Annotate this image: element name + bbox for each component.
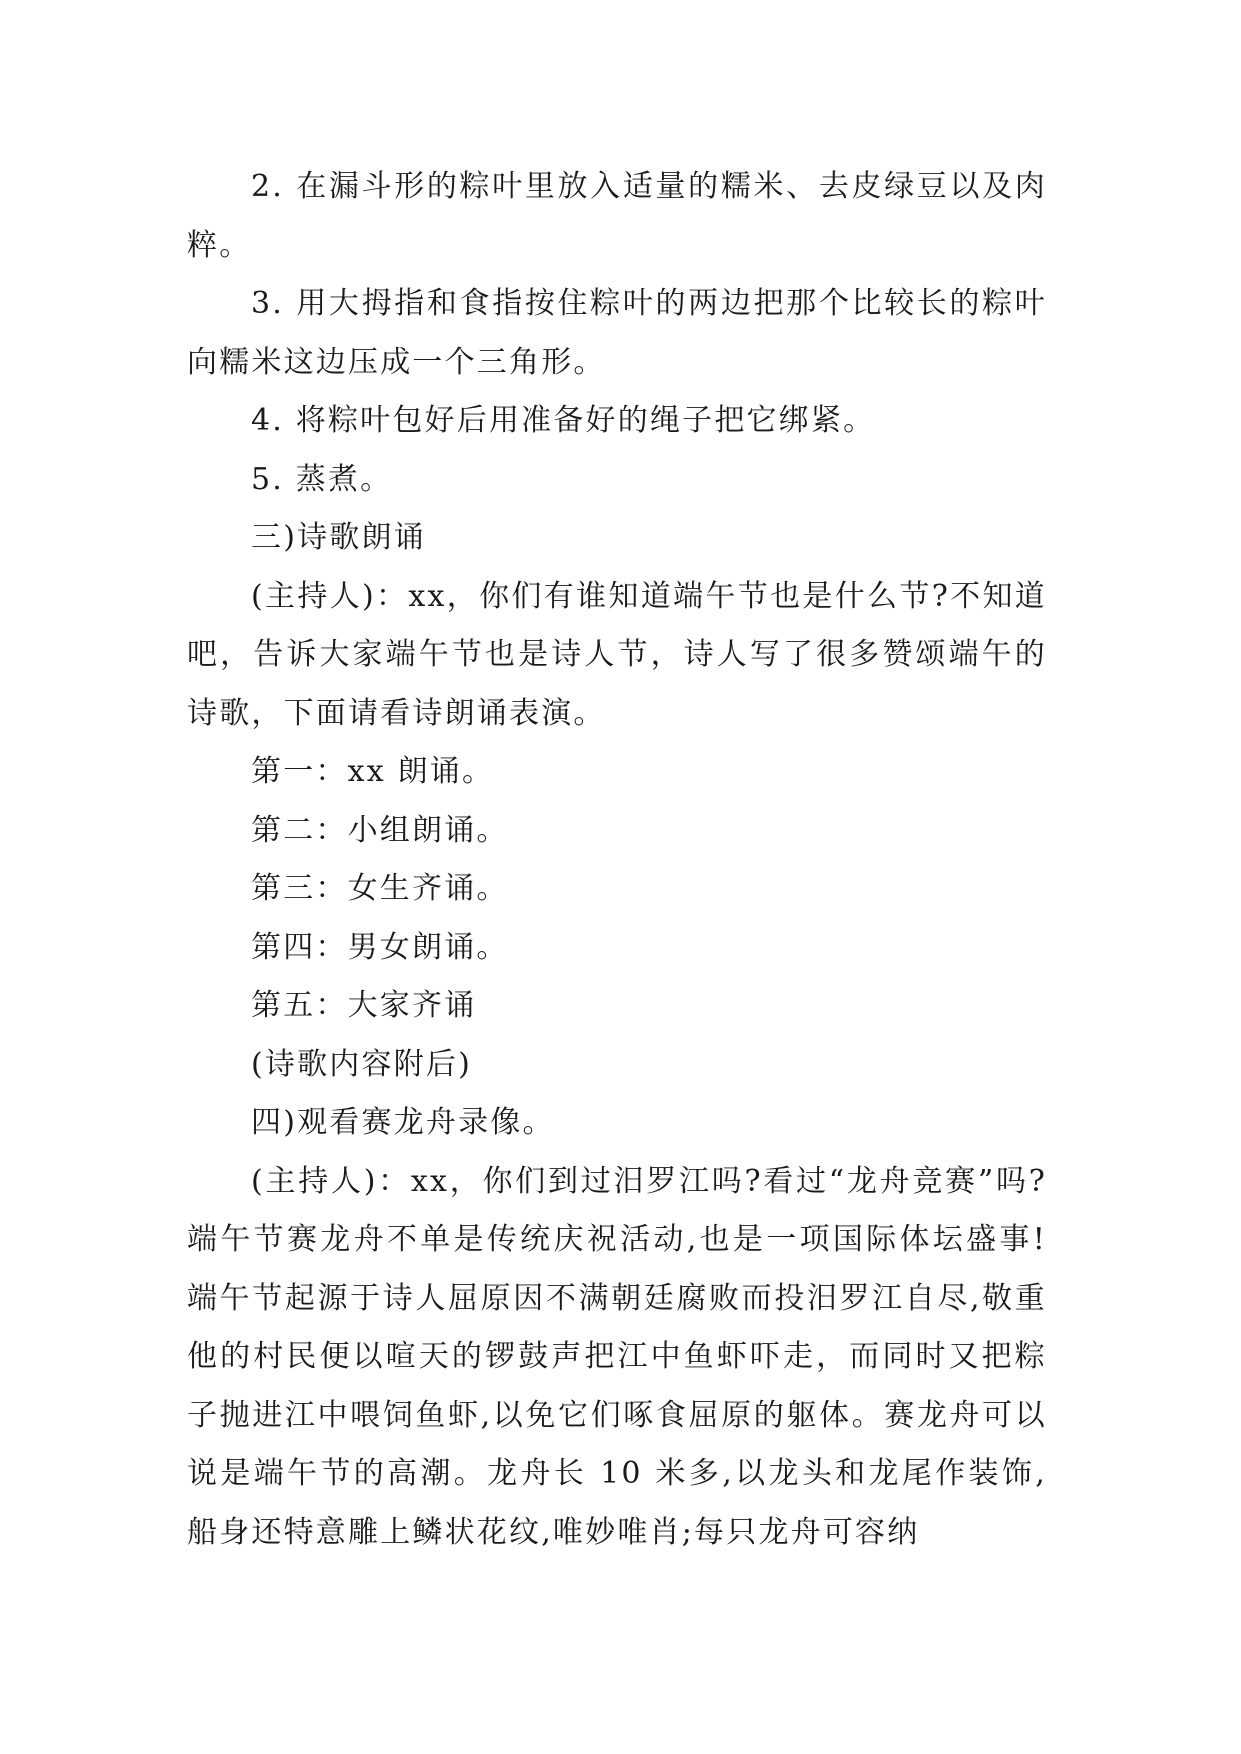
section-heading-dragon-boat: 四)观看赛龙舟录像。 <box>251 1105 555 1140</box>
program-item-2: 第二：小组朗诵。 <box>251 812 509 848</box>
program-item-4: 第四：男女朗诵。 <box>251 929 509 965</box>
document-body <box>187 158 1047 1562</box>
host-intro-dragon-boat-paragraph: (主持人)：xx，你们到过汨罗江吗?看过“龙舟竞赛”吗?端午节赛龙舟不单是传统庆祝活动,也是一项国际体坛盛事!端午节起源于诗人屈原因不满朝廷腐败而投汨罗江自尽,敬重他的村民便以喧天的锣鼓声把江中鱼虾吓走，而同时又把粽子抛进江中喂饲鱼虾,以免它们啄食屈原的躯体。赛龙舟可以说是端午节的高潮。龙舟长 10 米多,以龙头和龙尾作装饰,船身还特意雕上鳞状花纹,唯妙唯肖;每只龙舟可容纳 <box>187 1163 1047 1550</box>
step-4-paragraph: 4. 将粽叶包好后用准备好的绳子把它绑紧。 <box>251 403 876 438</box>
step-3-paragraph: 3. 用大拇指和食指按住粽叶的两边把那个比较长的粽叶向糯米这边压成一个三角形。 <box>187 286 1047 380</box>
program-item-5: 第五：大家齐诵 <box>251 988 477 1023</box>
step-2-paragraph: 2. 在漏斗形的粽叶里放入适量的糯米、去皮绿豆以及肉粹。 <box>187 169 1047 263</box>
program-item-3: 第三：女生齐诵。 <box>251 871 509 906</box>
host-intro-poetry-paragraph: (主持人)：xx，你们有谁知道端午节也是什么节?不知道吧，告诉大家端午节也是诗人节，诗人写了很多赞颂端午的诗歌，下面请看诗朗诵表演。 <box>187 578 1047 731</box>
section-heading-poetry: 三)诗歌朗诵 <box>251 520 426 555</box>
poem-appendix-note: (诗歌内容附后) <box>251 1046 473 1082</box>
program-item-1: 第一：xx 朗诵。 <box>251 754 495 789</box>
step-5-paragraph: 5. 蒸煮。 <box>251 461 393 497</box>
